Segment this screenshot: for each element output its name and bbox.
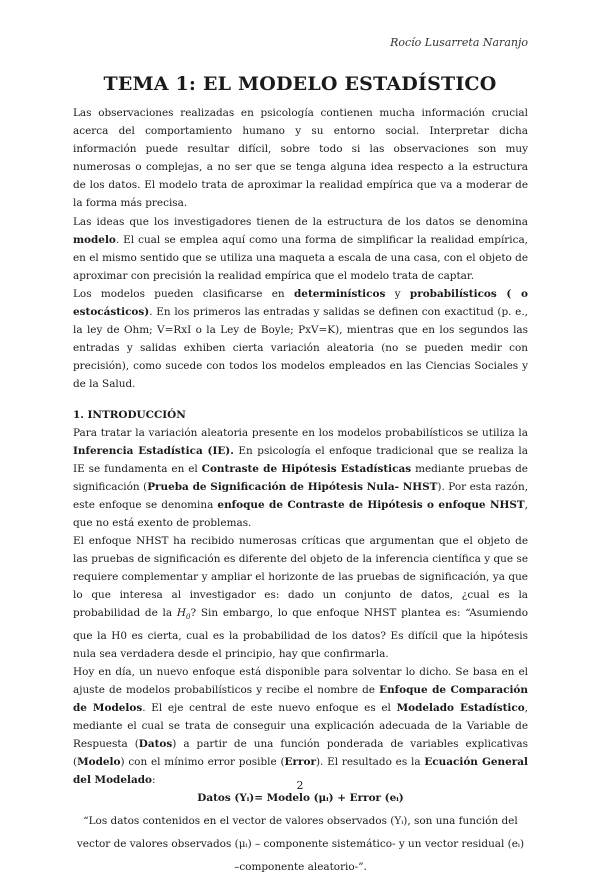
intro-paragraph-3: Los modelos pueden clasificarse en determinísticos y probabilísticos ( o estocásticos). En los primeros las entradas y salidas se definen con exactitud (p. e., la ley de Ohm; V=RxI o la Ley de Boyle; PxV=K), mientras que en los segundos las entradas y salidas exhiben cierta variación aleatoria (no se pueden medir con precisión), como sucede con todos los modelos empleados en las Ciencias Sociales y de la Salud. xyxy=(73,287,528,391)
section-paragraph-3: Hoy en día, un nuevo enfoque está disponible para solventar lo dicho. Se basa en el ajuste de modelos probabilísticos y recibe el nombre de Enfoque de Comparación de Modelos. El eje central de este nuevo enfoque es el Modelado Estadístico, mediante el cual se trata de conseguir una explicación adecuada de la Variable de Respuesta (Datos) a partir de una función ponderada de variables explicativas (Modelo) con el mínimo error posible (Error). El resultado es la Ecuación General del Modelado: xyxy=(73,665,528,787)
page-title: TEMA 1: EL MODELO ESTADÍSTICO xyxy=(103,73,497,95)
section-paragraph-1: Para tratar la variación aleatoria presente en los modelos probabilísticos se utiliza la Inferencia Estadística (IE). En psicología el enfoque tradicional que se realiza la IE se fundamenta en el Contraste de Hipótesis Estadísticas mediante pruebas de significación (Prueba de Significación de Hipótesis Nula- NHST). Por esta razón, este enfoque se denomina enfoque de Contraste de Hipótesis o enfoque NHST, que no está exento de problemas. xyxy=(73,426,529,529)
quote-block xyxy=(73,810,528,879)
document-body xyxy=(73,104,528,879)
quote-line: –componente aleatorio-”. xyxy=(234,860,367,873)
quote-line: vector de valores observados (μᵢ) – componente sistemático- y un vector residual (eᵢ) xyxy=(76,837,525,850)
general-equation: Datos (Yᵢ)= Modelo (μᵢ) + Error (eᵢ) xyxy=(197,792,404,805)
section-heading: 1. INTRODUCCIÓN xyxy=(73,408,186,421)
quote-line: “Los datos contenidos en el vector de valores observados (Yᵢ), son una función del xyxy=(83,814,518,827)
section-paragraph-2: El enfoque NHST ha recibido numerosas críticas que argumentan que el objeto de las pruebas de significación es diferente del objeto de la inferencia científica y que se requiere complementar y ampliar el horizonte de las pruebas de significación, ya que lo que interesa al investigador es: dado un conjunto de datos, ¿cual es la probabilidad de la $H_0$? Sin embargo, lo que enfoque NHST plantea es: “Asumiendo que la H0 es cierta, cual es la probabilidad de los datos? Es difícil que la hipótesis nula sea verdadera desde el principio, hay que confirmarla. xyxy=(73,535,528,660)
author-header: Rocío Lusarreta Naranjo xyxy=(390,36,528,49)
intro-paragraph-1: Las observaciones realizadas en psicología contienen mucha información crucial acerca del comportamiento humano y su entorno social. Interpretar dicha información puede resultar difícil, sobre todo si las observaciones son muy numerosas o complejas, a no ser que se tenga alguna idea respecto a la estructura de los datos. El modelo trata de aproximar la realidad empírica que va a moderar de la forma más precisa. xyxy=(73,107,528,210)
page-number: 2 xyxy=(296,779,304,792)
intro-paragraph-2: Las ideas que los investigadores tienen de la estructura de los datos se denomina modelo. El cual se emplea aquí como una forma de simplificar la realidad empírica, en el mismo sentido que se utiliza una maqueta a escala de una casa, con el objeto de aproximar con precisión la realidad empírica que el modelo trata de captar. xyxy=(73,215,528,282)
